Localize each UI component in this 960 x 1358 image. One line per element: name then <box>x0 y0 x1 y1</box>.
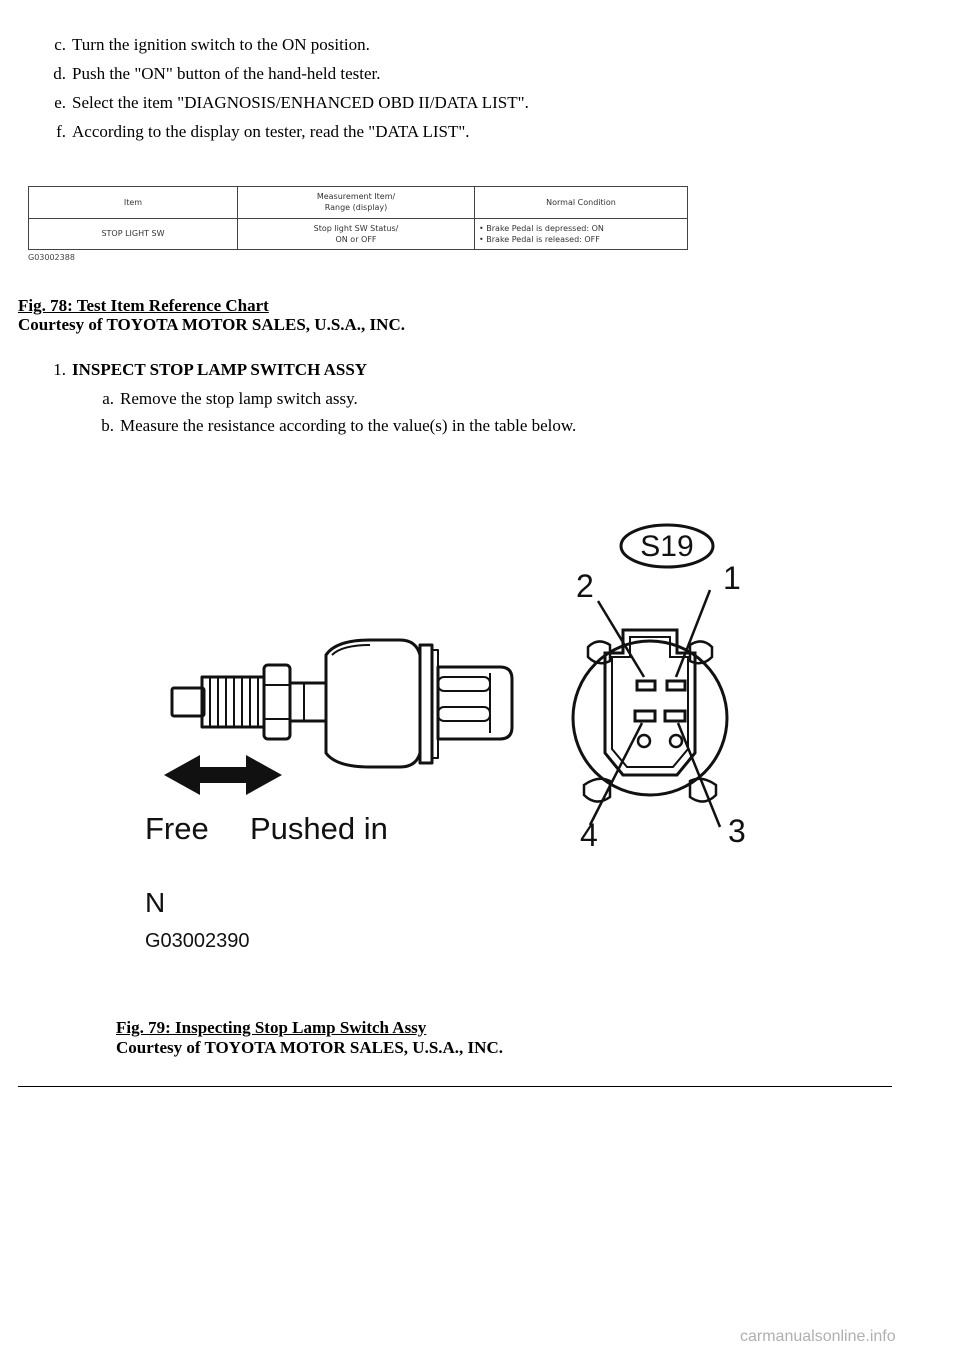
stop-lamp-switch-illustration <box>120 505 800 975</box>
sub-step-text: Measure the resistance according to the value(s) in the table below. <box>120 416 577 435</box>
cell-normal-line2: • Brake Pedal is released: OFF <box>479 234 600 244</box>
step-d <box>30 63 381 85</box>
pin-label-1: 1 <box>723 560 741 596</box>
collar <box>290 683 326 721</box>
cell-measurement-line2: ON or OFF <box>335 234 377 244</box>
terminal-slot-4 <box>635 711 655 721</box>
sub-step-b <box>78 415 576 437</box>
pin-label-4: 4 <box>580 817 598 853</box>
sub-step-label: b. <box>101 416 114 435</box>
reference-table <box>28 186 688 250</box>
sub-step-text: Remove the stop lamp switch assy. <box>120 389 358 408</box>
table-header-row <box>29 187 688 219</box>
cell-normal-condition <box>475 218 688 250</box>
pushed-in-label: Pushed in <box>250 811 388 846</box>
test-item-reference-table <box>28 186 688 250</box>
connector-face-outer <box>573 641 727 795</box>
step-c <box>30 34 370 56</box>
header-measurement <box>238 187 475 219</box>
cell-normal-line1: • Brake Pedal is depressed: ON <box>479 223 604 233</box>
double-arrow-icon <box>164 755 282 795</box>
fig79-title[interactable] <box>116 1018 426 1038</box>
step-e <box>30 92 529 114</box>
step-label: c. <box>54 35 66 54</box>
step-text: Turn the ignition switch to the ON position. <box>72 35 370 54</box>
main-step-label: 1. <box>53 360 66 379</box>
n-label: N <box>145 887 166 918</box>
table-row <box>29 218 688 250</box>
sub-step-a <box>78 388 358 410</box>
free-label: Free <box>145 811 209 846</box>
dummy-hole-left <box>638 735 650 747</box>
header-measurement-line1: Measurement Item/ <box>316 192 396 202</box>
terminal-slot-2 <box>637 681 655 690</box>
pin-label-2: 2 <box>576 568 594 604</box>
dummy-hole-right <box>670 735 682 747</box>
illustration-figure-code: G03002390 <box>145 930 250 952</box>
step-text: Push the "ON" button of the hand-held tester. <box>72 64 381 83</box>
step-text: Select the item "DIAGNOSIS/ENHANCED OBD II/DATA LIST". <box>72 93 529 112</box>
header-normal-condition: Normal Condition <box>475 187 688 219</box>
plunger-tip <box>172 688 204 716</box>
terminal-slot-1 <box>667 681 685 690</box>
connector-inner-housing <box>605 630 695 775</box>
step-label: d. <box>53 64 66 83</box>
watermark: carmanualsonline.info <box>740 1328 896 1345</box>
header-item: Item <box>29 187 238 219</box>
pin-label-3: 3 <box>728 813 746 849</box>
header-measurement-line2: Range (display) <box>324 203 388 213</box>
fig78-title[interactable] <box>18 296 269 316</box>
table-figure-code: G03002388 <box>28 253 75 262</box>
step-f <box>30 121 470 143</box>
flange <box>420 645 432 763</box>
fig78-courtesy: Courtesy of TOYOTA MOTOR SALES, U.S.A., INC. <box>18 315 405 334</box>
fig79-courtesy: Courtesy of TOYOTA MOTOR SALES, U.S.A., INC. <box>116 1038 503 1057</box>
cell-measurement-line1: Stop light SW Status/ <box>313 223 399 233</box>
connector-id: S19 <box>640 530 694 563</box>
cell-measurement <box>238 218 475 250</box>
switch-body <box>326 640 420 767</box>
step-label: e. <box>54 93 66 112</box>
main-step-1 <box>30 359 367 381</box>
terminal-slot-3 <box>665 711 685 721</box>
lock-nut <box>264 665 290 739</box>
main-step-text: INSPECT STOP LAMP SWITCH ASSY <box>72 360 368 379</box>
switch-drawing <box>120 505 800 975</box>
sub-step-label: a. <box>102 389 114 408</box>
cell-item: STOP LIGHT SW <box>29 218 238 250</box>
step-label: f. <box>56 122 66 141</box>
fig79-title-link[interactable]: Fig. 79: Inspecting Stop Lamp Switch Assy <box>116 1018 427 1037</box>
footer-divider <box>18 1086 892 1087</box>
step-text: According to the display on tester, read the "DATA LIST". <box>72 122 470 141</box>
fig78-title-link[interactable]: Fig. 78: Test Item Reference Chart <box>18 296 269 315</box>
